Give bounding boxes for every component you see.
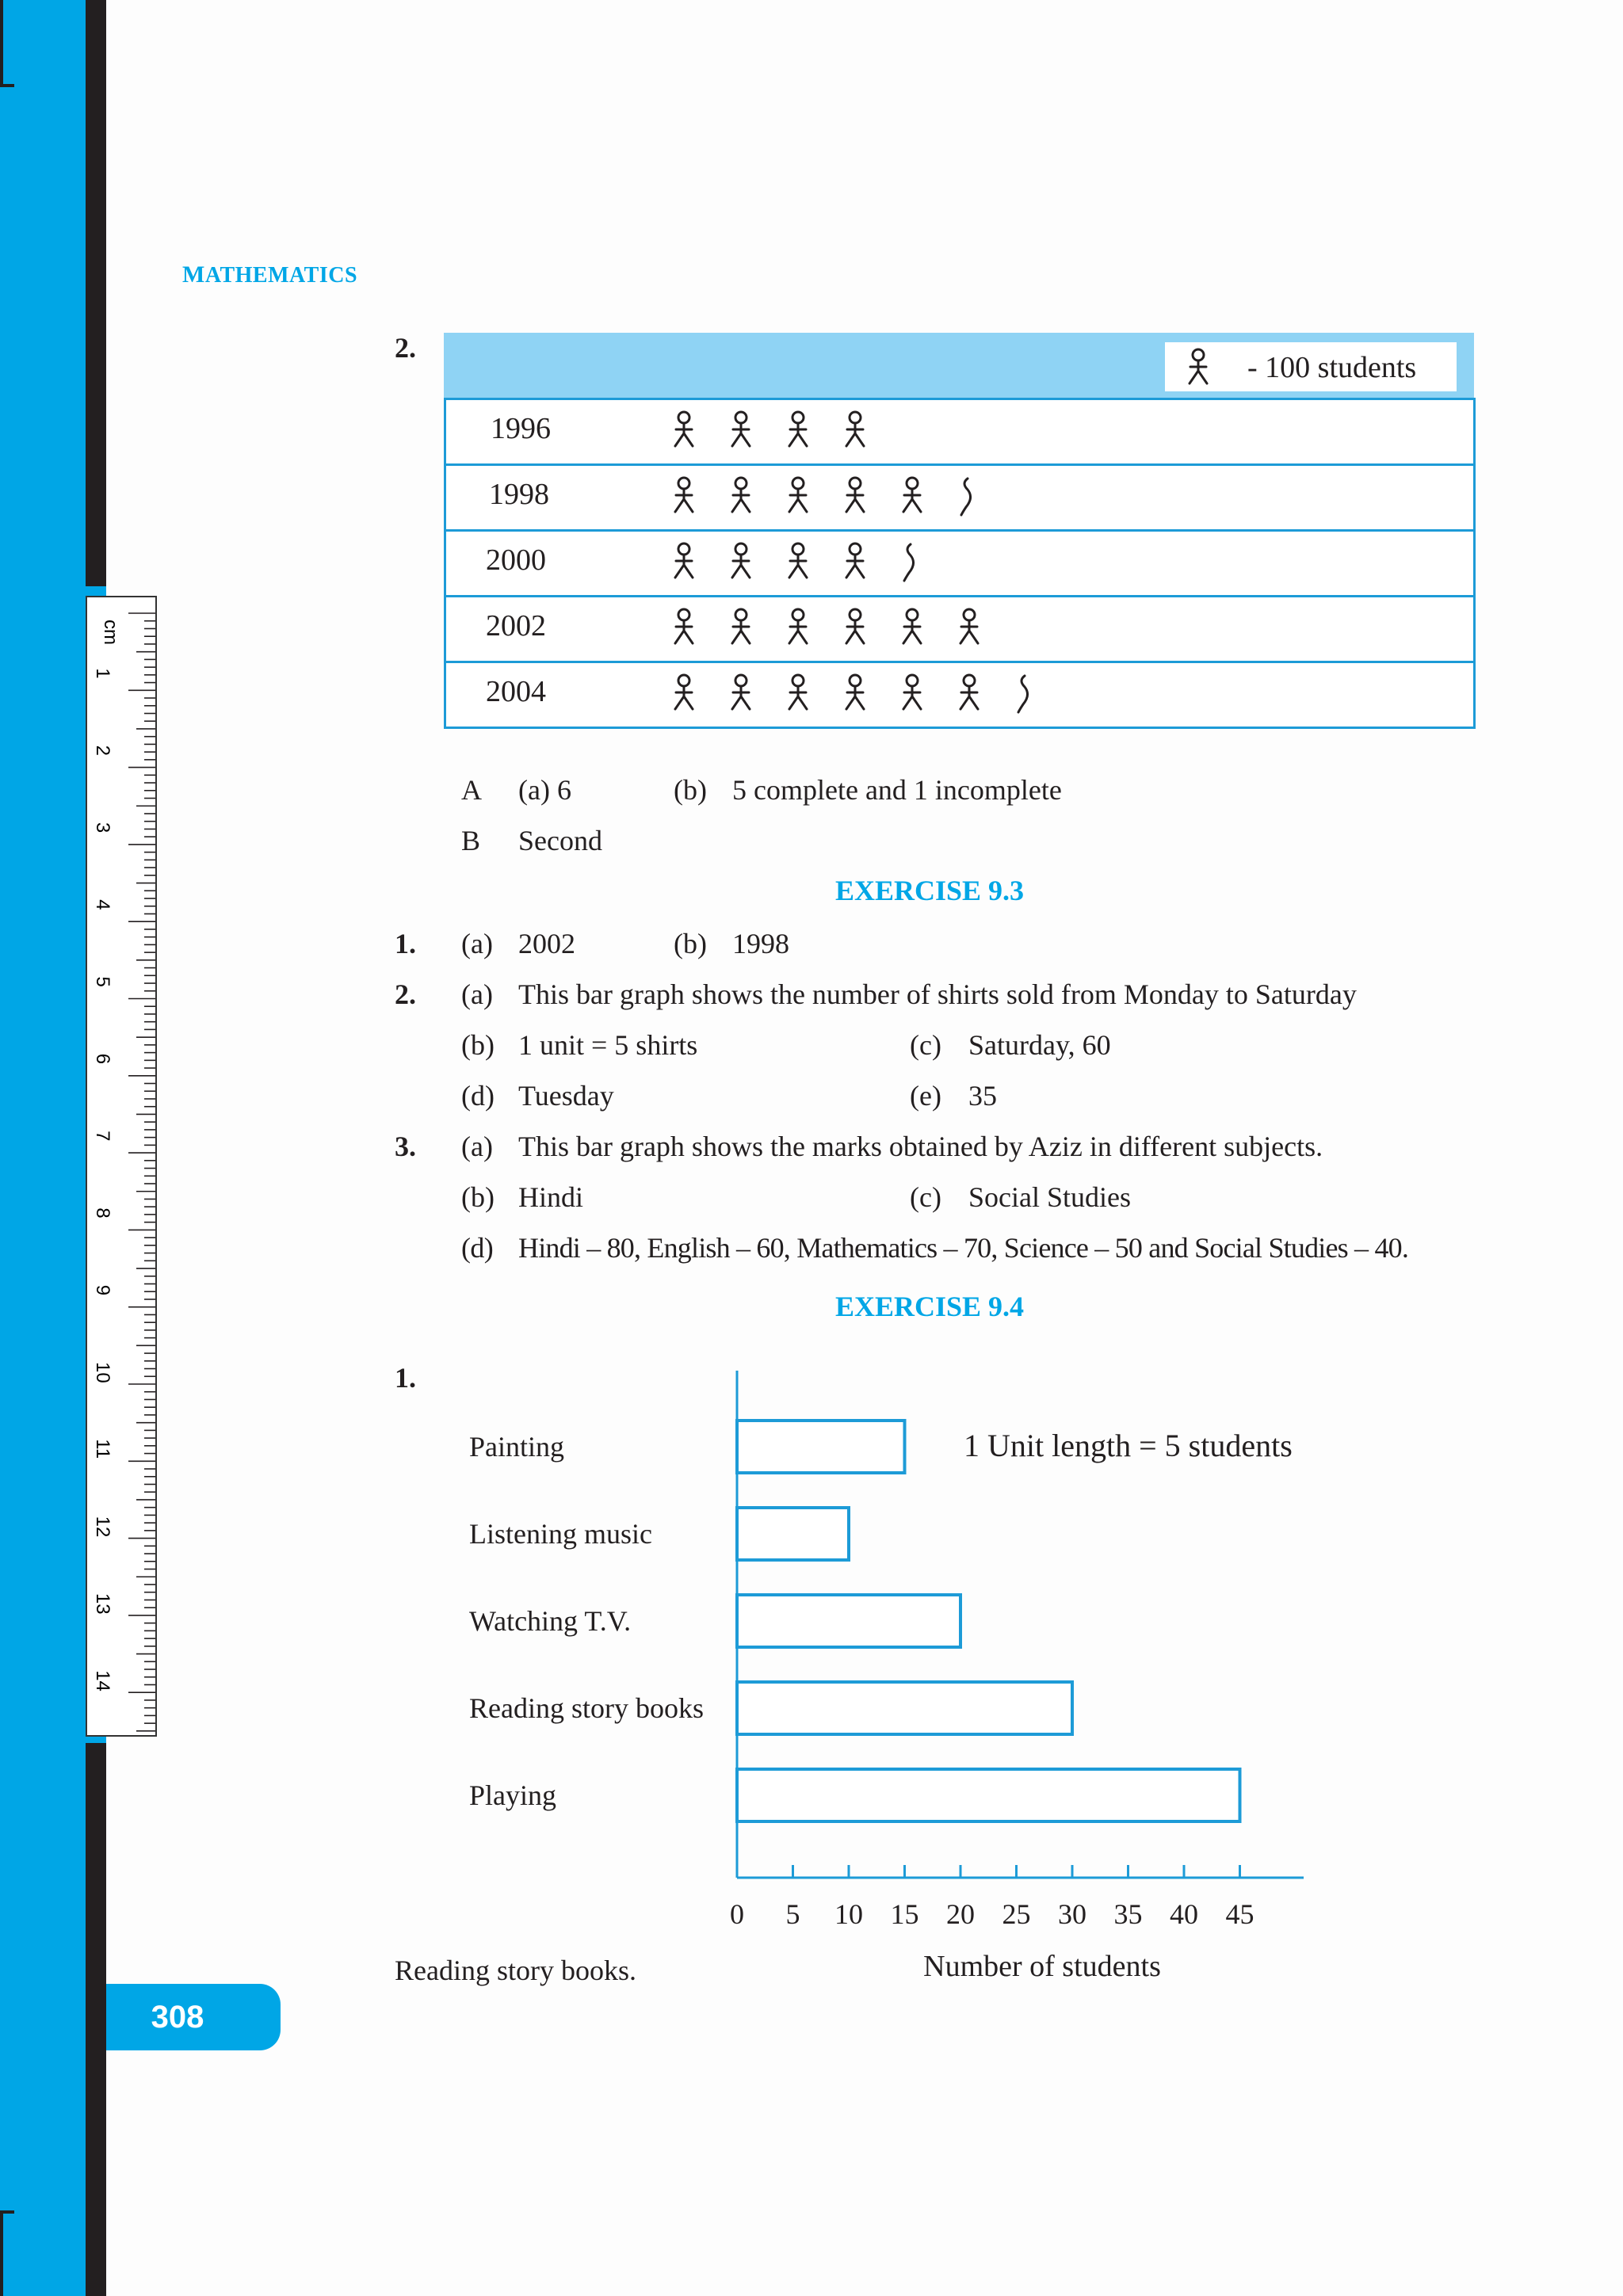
header-initial: M bbox=[182, 261, 205, 288]
answer-text: This bar graph shows the marks obtained by Aziz in different subjects. bbox=[518, 1131, 1323, 1162]
side-color-bar bbox=[0, 0, 86, 2296]
stick-figure-icon bbox=[789, 543, 807, 578]
row-icons bbox=[668, 540, 1223, 587]
crop-mark-top-h bbox=[0, 84, 14, 87]
category-label: Painting bbox=[469, 1431, 565, 1463]
question-number: 1. bbox=[395, 1362, 416, 1394]
answer-text: Social Studies bbox=[968, 1181, 1131, 1213]
part-label: (b) bbox=[461, 1029, 495, 1061]
stick-figure-icon bbox=[846, 412, 864, 446]
answer-text: Tuesday bbox=[518, 1080, 614, 1112]
ruler-label: 13 bbox=[92, 1592, 113, 1615]
stick-figure-icon bbox=[846, 675, 864, 709]
answer-text: Saturday, 60 bbox=[968, 1029, 1111, 1061]
pictograph-row bbox=[444, 529, 1476, 597]
page-header bbox=[182, 261, 357, 288]
ruler-label: 5 bbox=[92, 976, 113, 987]
stick-figure-icon bbox=[675, 675, 693, 709]
part-label: (b) bbox=[461, 1181, 495, 1213]
row-year: 1996 bbox=[491, 412, 551, 445]
part-label: (c) bbox=[910, 1029, 941, 1061]
question-number: 2. bbox=[395, 978, 416, 1010]
crop-mark-bottom-h bbox=[0, 2210, 14, 2214]
stick-figure-icon bbox=[903, 478, 921, 512]
row-year: 2000 bbox=[486, 543, 546, 577]
answer-text: Reading story books. bbox=[395, 1955, 636, 1986]
answer-text: 1 unit = 5 shirts bbox=[518, 1029, 698, 1061]
stick-figure-icon bbox=[846, 609, 864, 643]
ruler-label: 8 bbox=[92, 1207, 113, 1219]
partial-figure-icon bbox=[1018, 676, 1028, 712]
bar bbox=[737, 1421, 905, 1473]
answer-text: Second bbox=[518, 825, 602, 856]
page-number: 308 bbox=[151, 2000, 204, 2035]
partial-figure-icon bbox=[961, 479, 971, 515]
part-label: (c) bbox=[910, 1181, 941, 1213]
answer-text: 1998 bbox=[732, 928, 789, 959]
ruler-label: 14 bbox=[92, 1670, 113, 1691]
answer-label: (b) bbox=[674, 774, 707, 806]
part-label: (a) bbox=[461, 1131, 493, 1162]
stick-figure-icon bbox=[675, 412, 693, 446]
ruler-label: 3 bbox=[92, 822, 113, 833]
x-tick-label: 30 bbox=[1058, 1898, 1086, 1930]
stick-figure-icon bbox=[675, 609, 693, 643]
key-text: - 100 students bbox=[1247, 351, 1417, 384]
answer-text: 5 complete and 1 incomplete bbox=[732, 774, 1062, 806]
stick-figure-icon bbox=[846, 478, 864, 512]
crop-mark-top bbox=[0, 0, 3, 87]
stick-figure-icon bbox=[675, 478, 693, 512]
category-label: Playing bbox=[469, 1779, 557, 1811]
x-axis-label: Number of students bbox=[923, 1950, 1161, 1983]
stick-figure-icon bbox=[960, 675, 978, 709]
x-tick-label: 5 bbox=[785, 1898, 800, 1930]
partial-figure-icon bbox=[904, 544, 914, 581]
part-label: (a) bbox=[461, 978, 493, 1010]
stick-figure-icon bbox=[846, 543, 864, 578]
ruler-label: 1 bbox=[92, 668, 113, 679]
answer-label: B bbox=[461, 825, 481, 856]
ruler-label: 4 bbox=[92, 899, 113, 910]
bar bbox=[737, 1682, 1072, 1734]
part-label: (b) bbox=[674, 928, 707, 959]
unit-annotation: 1 Unit length = 5 students bbox=[964, 1428, 1293, 1463]
stick-figure-icon bbox=[732, 675, 750, 709]
x-tick-label: 0 bbox=[730, 1898, 744, 1930]
stick-figure-icon bbox=[732, 478, 750, 512]
pictograph-row bbox=[444, 463, 1476, 532]
pictograph-row bbox=[444, 595, 1476, 663]
answer-label: A bbox=[461, 774, 482, 806]
x-tick-label: 20 bbox=[946, 1898, 975, 1930]
bar-chart bbox=[444, 1363, 1363, 2012]
stick-figure-icon bbox=[789, 675, 807, 709]
header-rest: ATHEMATICS bbox=[204, 263, 358, 288]
ruler-label: 11 bbox=[92, 1439, 113, 1459]
pictograph-key bbox=[1165, 342, 1457, 391]
stick-figure-icon bbox=[903, 675, 921, 709]
answer-text: This bar graph shows the number of shirts sold from Monday to Saturday bbox=[518, 978, 1357, 1010]
part-label: (d) bbox=[461, 1080, 495, 1112]
stick-figure-icon bbox=[960, 609, 978, 643]
stick-figure-icon bbox=[903, 609, 921, 643]
stick-figure-icon bbox=[675, 543, 693, 578]
x-tick-label: 25 bbox=[1002, 1898, 1031, 1930]
part-label: (d) bbox=[461, 1232, 494, 1264]
category-label: Reading story books bbox=[469, 1692, 704, 1724]
x-tick-label: 45 bbox=[1225, 1898, 1254, 1930]
x-tick-label: 35 bbox=[1113, 1898, 1143, 1930]
stick-figure-icon bbox=[789, 478, 807, 512]
ruler-label: 7 bbox=[92, 1131, 113, 1142]
ruler-label: 2 bbox=[92, 745, 113, 756]
question-number: 3. bbox=[395, 1131, 416, 1162]
answer-text: 2002 bbox=[518, 928, 575, 959]
stick-figure-icon bbox=[732, 609, 750, 643]
row-year: 2002 bbox=[486, 609, 546, 643]
x-tick-label: 15 bbox=[890, 1898, 919, 1930]
row-icons bbox=[668, 605, 1223, 653]
bar bbox=[737, 1508, 849, 1560]
crop-mark-bottom bbox=[0, 2210, 3, 2296]
answer-text: Hindi bbox=[518, 1181, 584, 1213]
part-label: (a) bbox=[461, 928, 493, 959]
pictograph-row bbox=[444, 661, 1476, 729]
question-number: 1. bbox=[395, 928, 416, 959]
category-label: Listening music bbox=[469, 1518, 652, 1550]
bar bbox=[737, 1595, 960, 1647]
exercise-title: EXERCISE 9.4 bbox=[835, 1291, 1025, 1322]
ruler-label: 12 bbox=[92, 1516, 113, 1538]
category-label: Watching T.V. bbox=[469, 1605, 632, 1637]
row-icons bbox=[668, 671, 1223, 719]
bar bbox=[737, 1769, 1240, 1821]
pictograph-row bbox=[444, 398, 1476, 466]
ruler-label: 10 bbox=[92, 1362, 113, 1383]
ruler-label: 6 bbox=[92, 1053, 113, 1065]
x-tick-label: 10 bbox=[834, 1898, 863, 1930]
ruler-label: 9 bbox=[92, 1284, 113, 1296]
answer-text: Hindi – 80, English – 60, Mathematics – 70, Science – 50 and Social Studies – 40. bbox=[518, 1232, 1409, 1264]
row-year: 1998 bbox=[489, 478, 549, 511]
answer-text: (a) 6 bbox=[518, 774, 571, 806]
stick-figure-icon bbox=[732, 412, 750, 446]
question-number: 2. bbox=[395, 332, 416, 364]
ruler-scale bbox=[87, 597, 155, 1735]
row-icons bbox=[668, 474, 1223, 521]
part-label: (e) bbox=[910, 1080, 941, 1112]
row-icons bbox=[668, 408, 1223, 456]
ruler-unit: cm bbox=[100, 620, 121, 645]
exercise-title: EXERCISE 9.3 bbox=[835, 875, 1025, 906]
stick-figure-icon bbox=[789, 609, 807, 643]
row-year: 2004 bbox=[486, 675, 546, 708]
stick-figure-icon bbox=[732, 543, 750, 578]
ruler bbox=[86, 596, 157, 1737]
stick-figure-icon bbox=[1182, 347, 1214, 388]
answer-text: 35 bbox=[968, 1080, 997, 1112]
x-tick-label: 40 bbox=[1170, 1898, 1198, 1930]
stick-figure-icon bbox=[789, 412, 807, 446]
